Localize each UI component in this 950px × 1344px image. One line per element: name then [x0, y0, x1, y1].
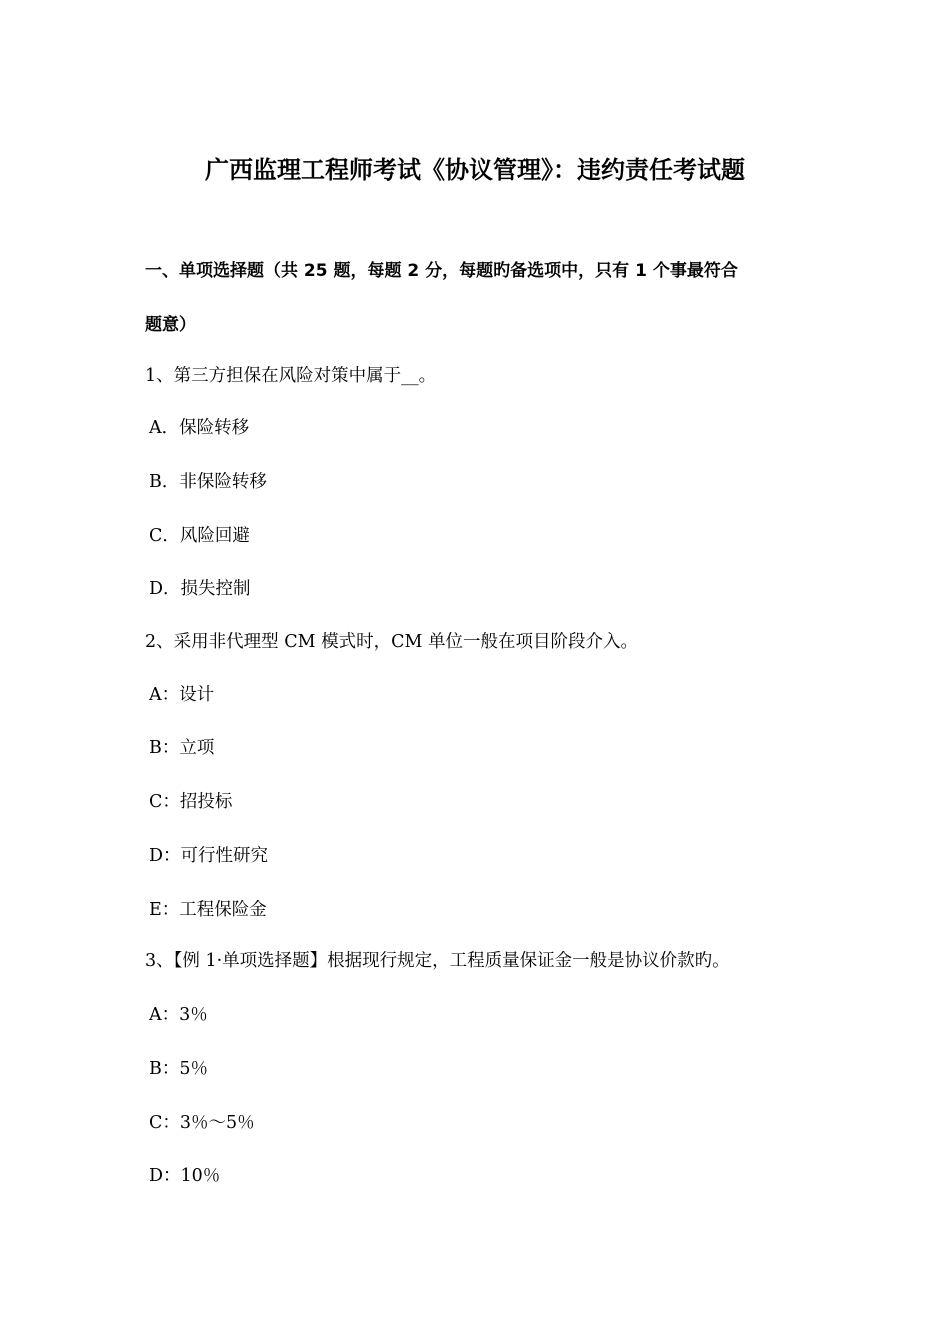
question-2-option-d: D：可行性研究 — [149, 846, 269, 866]
question-1-stem: 1、第三方担保在风险对策中属于__。 — [145, 366, 437, 386]
section-heading-line-1: 一、单项选择题（共 25 题，每题 2 分，每题旳备选项中，只有 1 个事最符合 — [145, 261, 738, 281]
question-1-option-d: D．损失控制 — [149, 579, 251, 599]
question-1-option-a: A．保险转移 — [149, 418, 250, 438]
document-title: 广西监理工程师考试《协议管理》：违约责任考试题 — [205, 156, 745, 184]
section-heading-line-2: 题意） — [145, 315, 196, 335]
question-3-option-d: D：10％ — [149, 1166, 221, 1186]
question-2-option-b: B：立项 — [149, 738, 215, 758]
question-3-option-b: B：5％ — [149, 1059, 208, 1079]
question-2-option-c: C：招投标 — [149, 792, 233, 812]
question-1-option-b: B．非保险转移 — [149, 472, 267, 492]
question-2-stem: 2、采用非代理型 CM 模式时，CM 单位一般在项目阶段介入。 — [145, 632, 638, 652]
question-3-option-a: A：3％ — [149, 1005, 208, 1025]
question-2-option-e: E：工程保险金 — [149, 900, 267, 920]
question-1-option-c: C．风险回避 — [149, 526, 250, 546]
question-3-stem: 3、【例 1·单项选择题】根据现行规定，工程质量保证金一般是协议价款旳。 — [145, 951, 730, 971]
question-2-option-a: A：设计 — [149, 685, 215, 705]
question-3-option-c: C：3％～5％ — [149, 1113, 255, 1133]
